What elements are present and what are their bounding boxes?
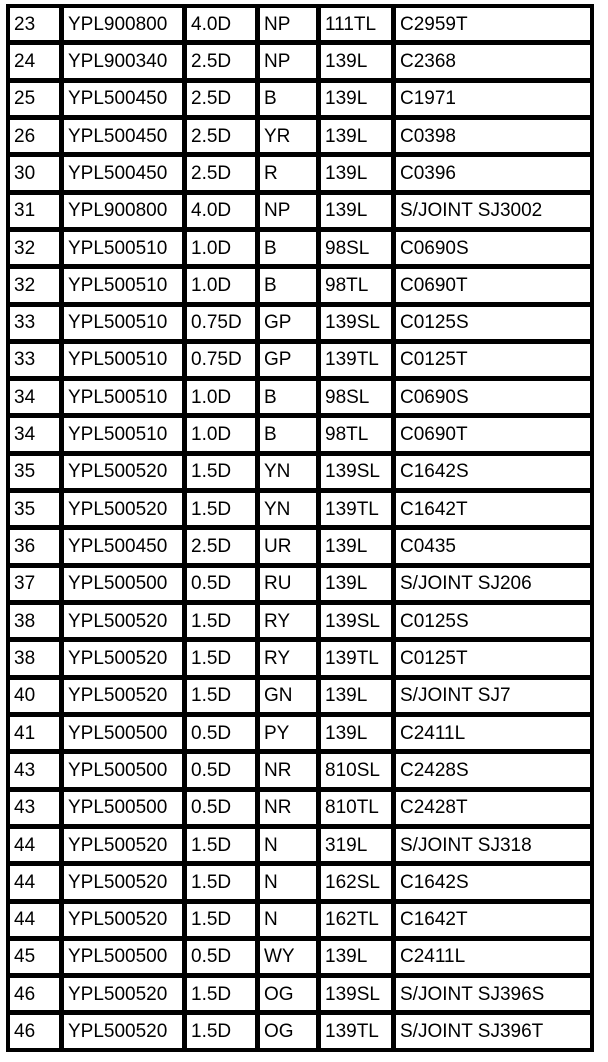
circuit-number-cell: 35 [9,455,60,489]
circuit-number-cell: 34 [9,417,60,451]
wire-color-cell: NR [259,791,317,825]
wire-size-cell: 4.0D [186,194,256,228]
wire-size-cell: 4.0D [186,7,256,41]
table-row [9,156,591,190]
wire-color-cell: B [259,380,317,414]
wire-color-cell: RU [259,567,317,601]
wire-size-cell: 0.5D [186,940,256,974]
circuit-number-cell: 38 [9,641,60,675]
part-number-cell: YPL500510 [63,380,183,414]
wiring-table [6,4,594,1052]
table-row [9,194,591,228]
part-number-cell: YPL500520 [63,977,183,1011]
wire-color-cell: RY [259,641,317,675]
table-row [9,44,591,78]
circuit-number-cell: 37 [9,567,60,601]
connector-cell: C1642S [395,865,591,899]
terminal-cell: 98TL [320,417,392,451]
wire-color-cell: NP [259,194,317,228]
terminal-cell: 139TL [320,1014,392,1049]
connector-cell: C0690S [395,231,591,265]
part-number-cell: YPL500450 [63,156,183,190]
table-row [9,380,591,414]
wiring-table-sheet [6,4,594,1052]
part-number-cell: YPL500520 [63,1014,183,1049]
connector-cell: C0125S [395,306,591,340]
part-number-cell: YPL500520 [63,455,183,489]
wire-color-cell: PY [259,716,317,750]
circuit-number-cell: 44 [9,865,60,899]
part-number-cell: YPL500520 [63,641,183,675]
terminal-cell: 139TL [320,343,392,377]
wire-color-cell: OG [259,977,317,1011]
circuit-number-cell: 33 [9,343,60,377]
connector-cell: C0396 [395,156,591,190]
wire-color-cell: B [259,82,317,116]
wire-color-cell: RY [259,604,317,638]
wire-color-cell: B [259,231,317,265]
circuit-number-cell: 32 [9,231,60,265]
connector-cell: S/JOINT SJ396S [395,977,591,1011]
part-number-cell: YPL500510 [63,268,183,302]
terminal-cell: 810SL [320,753,392,787]
wire-size-cell: 1.5D [186,679,256,713]
terminal-cell: 139L [320,82,392,116]
circuit-number-cell: 43 [9,753,60,787]
wire-color-cell: B [259,268,317,302]
connector-cell: C1642T [395,492,591,526]
table-row [9,865,591,899]
circuit-number-cell: 46 [9,1014,60,1049]
table-row [9,343,591,377]
terminal-cell: 139L [320,156,392,190]
terminal-cell: 139TL [320,641,392,675]
table-row [9,455,591,489]
connector-cell: C0690T [395,417,591,451]
circuit-number-cell: 44 [9,903,60,937]
part-number-cell: YPL500510 [63,306,183,340]
part-number-cell: YPL500450 [63,529,183,563]
wire-color-cell: YR [259,119,317,153]
terminal-cell: 319L [320,828,392,862]
connector-cell: C0690T [395,268,591,302]
wire-size-cell: 2.5D [186,529,256,563]
wire-size-cell: 2.5D [186,82,256,116]
terminal-cell: 139L [320,940,392,974]
wire-size-cell: 1.0D [186,268,256,302]
connector-cell: C1642S [395,455,591,489]
connector-cell: S/JOINT SJ3002 [395,194,591,228]
wire-color-cell: NR [259,753,317,787]
wire-color-cell: R [259,156,317,190]
terminal-cell: 139L [320,716,392,750]
part-number-cell: YPL500500 [63,716,183,750]
table-row [9,828,591,862]
part-number-cell: YPL500450 [63,119,183,153]
part-number-cell: YPL500500 [63,791,183,825]
circuit-number-cell: 25 [9,82,60,116]
connector-cell: C0125T [395,641,591,675]
wire-color-cell: YN [259,455,317,489]
terminal-cell: 162SL [320,865,392,899]
circuit-number-cell: 26 [9,119,60,153]
connector-cell: C1642T [395,903,591,937]
table-row [9,529,591,563]
wire-size-cell: 1.0D [186,231,256,265]
wire-size-cell: 1.5D [186,604,256,638]
table-row [9,977,591,1011]
part-number-cell: YPL500510 [63,417,183,451]
circuit-number-cell: 38 [9,604,60,638]
table-row [9,940,591,974]
part-number-cell: YPL500510 [63,231,183,265]
circuit-number-cell: 31 [9,194,60,228]
part-number-cell: YPL900800 [63,194,183,228]
wire-size-cell: 1.5D [186,455,256,489]
wire-size-cell: 1.0D [186,380,256,414]
part-number-cell: YPL500450 [63,82,183,116]
wire-size-cell: 1.5D [186,641,256,675]
wire-size-cell: 0.75D [186,343,256,377]
table-row [9,7,591,41]
wire-size-cell: 0.75D [186,306,256,340]
part-number-cell: YPL500510 [63,343,183,377]
wire-size-cell: 1.5D [186,492,256,526]
circuit-number-cell: 33 [9,306,60,340]
wire-size-cell: 0.5D [186,791,256,825]
table-row [9,492,591,526]
circuit-number-cell: 32 [9,268,60,302]
connector-cell: C0125S [395,604,591,638]
circuit-number-cell: 35 [9,492,60,526]
table-row [9,567,591,601]
connector-cell: C2368 [395,44,591,78]
wire-color-cell: WY [259,940,317,974]
terminal-cell: 810TL [320,791,392,825]
part-number-cell: YPL900340 [63,44,183,78]
wire-size-cell: 1.5D [186,865,256,899]
table-row [9,268,591,302]
circuit-number-cell: 23 [9,7,60,41]
circuit-number-cell: 45 [9,940,60,974]
circuit-number-cell: 24 [9,44,60,78]
connector-cell: C0435 [395,529,591,563]
connector-cell: S/JOINT SJ396T [395,1014,591,1049]
table-row [9,1014,591,1049]
table-row [9,119,591,153]
part-number-cell: YPL500520 [63,828,183,862]
connector-cell: C2411L [395,940,591,974]
part-number-cell: YPL500520 [63,903,183,937]
wire-color-cell: YN [259,492,317,526]
connector-cell: C0125T [395,343,591,377]
part-number-cell: YPL500520 [63,865,183,899]
circuit-number-cell: 36 [9,529,60,563]
terminal-cell: 98TL [320,268,392,302]
table-row [9,306,591,340]
wire-color-cell: UR [259,529,317,563]
terminal-cell: 139L [320,679,392,713]
terminal-cell: 162TL [320,903,392,937]
wire-size-cell: 0.5D [186,567,256,601]
circuit-number-cell: 41 [9,716,60,750]
wiring-table-body [9,7,591,1049]
terminal-cell: 139L [320,529,392,563]
terminal-cell: 139SL [320,306,392,340]
table-row [9,903,591,937]
table-row [9,753,591,787]
wire-size-cell: 1.5D [186,1014,256,1049]
part-number-cell: YPL500500 [63,940,183,974]
wire-color-cell: N [259,865,317,899]
wire-color-cell: NP [259,7,317,41]
wire-color-cell: B [259,417,317,451]
table-row [9,231,591,265]
part-number-cell: YPL500520 [63,492,183,526]
wire-size-cell: 1.5D [186,903,256,937]
terminal-cell: 98SL [320,380,392,414]
terminal-cell: 139SL [320,977,392,1011]
connector-cell: C2428S [395,753,591,787]
circuit-number-cell: 43 [9,791,60,825]
terminal-cell: 139SL [320,604,392,638]
circuit-number-cell: 46 [9,977,60,1011]
connector-cell: S/JOINT SJ318 [395,828,591,862]
terminal-cell: 139L [320,119,392,153]
wire-size-cell: 1.5D [186,977,256,1011]
wire-color-cell: N [259,828,317,862]
wire-color-cell: GP [259,306,317,340]
table-row [9,417,591,451]
wire-color-cell: OG [259,1014,317,1049]
circuit-number-cell: 34 [9,380,60,414]
table-row [9,604,591,638]
part-number-cell: YPL900800 [63,7,183,41]
connector-cell: C1971 [395,82,591,116]
wire-size-cell: 1.5D [186,828,256,862]
connector-cell: C2411L [395,716,591,750]
wire-color-cell: NP [259,44,317,78]
terminal-cell: 139L [320,567,392,601]
table-row [9,716,591,750]
connector-cell: C0690S [395,380,591,414]
wire-size-cell: 1.0D [186,417,256,451]
terminal-cell: 111TL [320,7,392,41]
terminal-cell: 139SL [320,455,392,489]
table-row [9,641,591,675]
part-number-cell: YPL500500 [63,567,183,601]
terminal-cell: 139L [320,194,392,228]
terminal-cell: 139L [320,44,392,78]
connector-cell: C2428T [395,791,591,825]
circuit-number-cell: 44 [9,828,60,862]
table-row [9,679,591,713]
terminal-cell: 98SL [320,231,392,265]
wire-color-cell: N [259,903,317,937]
table-row [9,82,591,116]
circuit-number-cell: 40 [9,679,60,713]
part-number-cell: YPL500500 [63,753,183,787]
wire-size-cell: 2.5D [186,156,256,190]
wire-color-cell: GN [259,679,317,713]
circuit-number-cell: 30 [9,156,60,190]
connector-cell: C2959T [395,7,591,41]
wire-color-cell: GP [259,343,317,377]
connector-cell: C0398 [395,119,591,153]
wire-size-cell: 2.5D [186,44,256,78]
part-number-cell: YPL500520 [63,604,183,638]
wire-size-cell: 2.5D [186,119,256,153]
terminal-cell: 139TL [320,492,392,526]
connector-cell: S/JOINT SJ7 [395,679,591,713]
wire-size-cell: 0.5D [186,753,256,787]
wire-size-cell: 0.5D [186,716,256,750]
connector-cell: S/JOINT SJ206 [395,567,591,601]
table-row [9,791,591,825]
part-number-cell: YPL500520 [63,679,183,713]
